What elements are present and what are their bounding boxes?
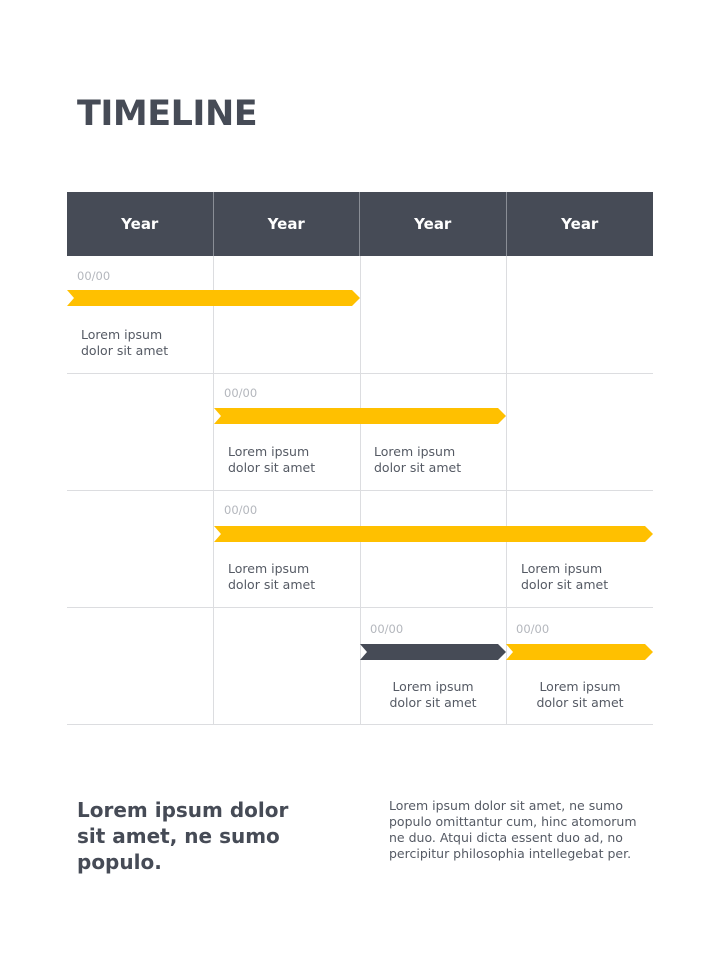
page-title: TIMELINE — [77, 94, 258, 134]
dark-arrow-bar — [360, 644, 506, 660]
timeline-table — [67, 192, 653, 710]
row-text: Lorem ipsum dolor sit amet — [374, 444, 462, 475]
row-text: Lorem ipsum dolor sit amet — [389, 679, 477, 710]
year-header-4: Year — [561, 215, 599, 233]
date-label: 00/00 — [224, 386, 258, 400]
summary-heading: Lorem ipsum dolor sit amet, ne sumo populo. — [77, 798, 289, 874]
grid-divider — [67, 373, 653, 374]
year-header-1: Year — [67, 192, 214, 256]
row-text: Lorem ipsum dolor sit amet — [81, 327, 169, 358]
grid-divider — [67, 724, 653, 725]
grid-divider — [67, 607, 653, 608]
grid-divider — [67, 490, 653, 491]
row-text: Lorem ipsum dolor sit amet — [228, 561, 316, 592]
yellow-arrow-bar — [506, 644, 653, 660]
year-header-2: Year — [214, 192, 361, 256]
year-header-3: Year — [360, 192, 507, 256]
date-label: 00/00 — [516, 622, 550, 636]
row-text: Lorem ipsum dolor sit amet — [536, 679, 624, 710]
yellow-arrow-bar — [214, 526, 653, 542]
yellow-arrow-bar — [214, 408, 506, 424]
row-text: Lorem ipsum dolor sit amet — [521, 561, 609, 592]
date-label: 00/00 — [224, 503, 258, 517]
date-label: 00/00 — [370, 622, 404, 636]
summary-body: Lorem ipsum dolor sit amet, ne sumo populo omittantur cum, hinc atomorum ne duo. Atqui dicta essent duo ad, no percipitur philosophia intellegebat per. — [389, 798, 637, 861]
table-header — [67, 192, 653, 256]
row-text: Lorem ipsum dolor sit amet — [228, 444, 316, 475]
yellow-arrow-bar — [67, 290, 360, 306]
date-label: 00/00 — [77, 269, 111, 283]
